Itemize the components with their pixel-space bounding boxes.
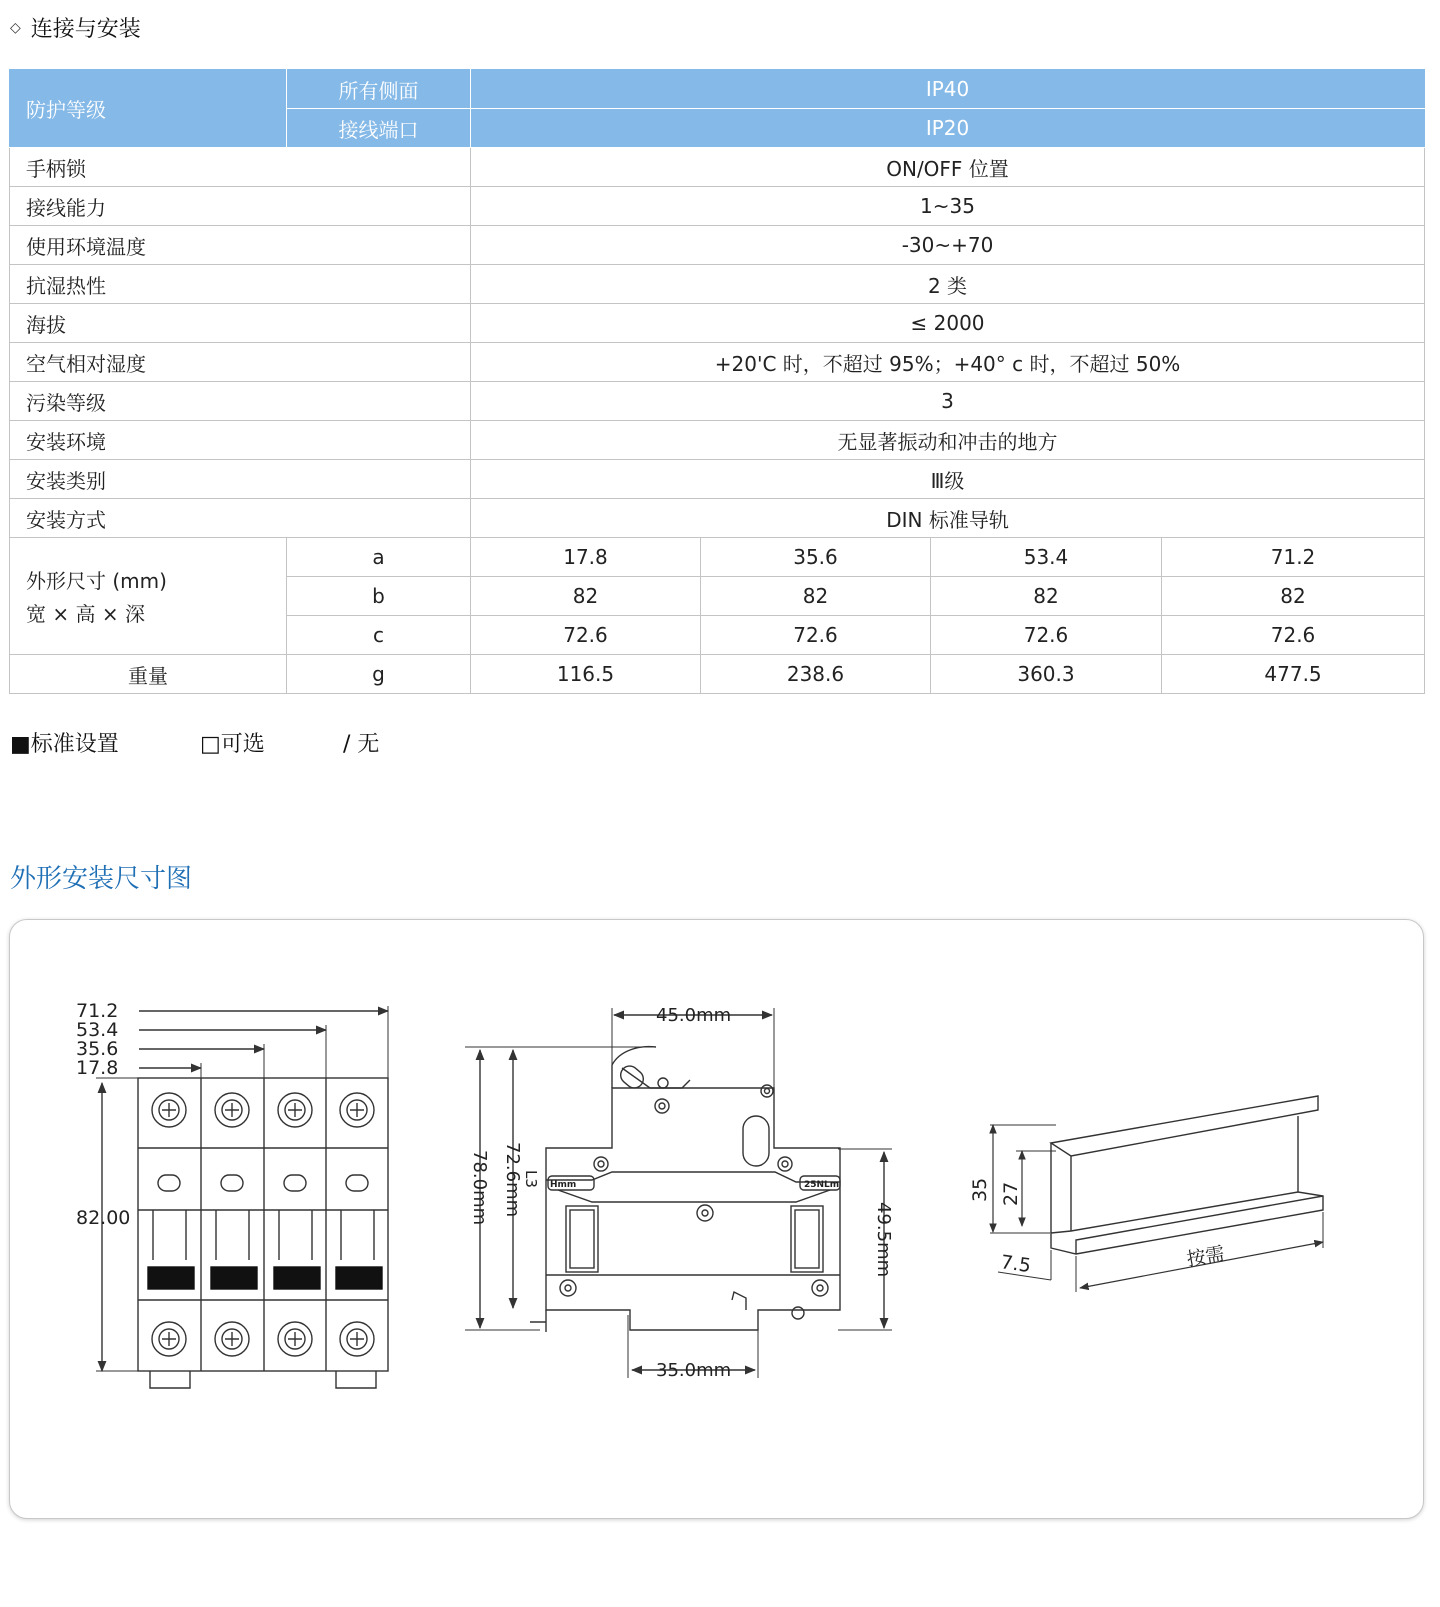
- dims-cell: 72.6: [1162, 616, 1425, 655]
- dims-cell: 82: [931, 577, 1162, 616]
- protection-sub-1: 所有侧面: [287, 70, 471, 109]
- front-width-71: 71.2: [76, 1000, 119, 1022]
- dims-cell: 53.4: [931, 538, 1162, 577]
- row-value: Ⅲ级: [471, 460, 1425, 499]
- weight-cell: 238.6: [701, 655, 931, 694]
- weight-label: 重量: [10, 655, 287, 694]
- din-rail: [990, 1096, 1323, 1292]
- side-terminal-label: L3: [522, 1170, 540, 1188]
- side-width-bottom: 35.0mm: [656, 1360, 732, 1381]
- front-width-53: 53.4: [76, 1019, 119, 1041]
- section-title: 连接与安装: [30, 17, 141, 42]
- row-value: ≤ 2000: [471, 304, 1425, 343]
- section-heading: [10, 12, 141, 43]
- dims-key: c: [287, 616, 471, 655]
- protection-row-1: [10, 70, 1425, 109]
- dims-label-line1: 外形尺寸 (mm): [26, 569, 167, 593]
- weight-row: [10, 655, 1425, 694]
- row-value: 无显著振动和冲击的地方: [471, 421, 1425, 460]
- row-value: ON/OFF 位置: [471, 148, 1425, 187]
- weight-key: g: [287, 655, 471, 694]
- dims-cell: 72.6: [471, 616, 701, 655]
- protection-value-1: IP40: [471, 70, 1425, 109]
- diamond-icon: ◇: [10, 19, 21, 36]
- dims-cell: 82: [1162, 577, 1425, 616]
- row-label: 安装方式: [10, 499, 471, 538]
- dims-cell: 72.6: [931, 616, 1162, 655]
- table-row: [10, 226, 1425, 265]
- table-row: [10, 421, 1425, 460]
- front-width-35: 35.6: [76, 1038, 119, 1060]
- row-value: -30~+70: [471, 226, 1425, 265]
- row-value: 2 类: [471, 265, 1425, 304]
- dims-cell: 72.6: [701, 616, 931, 655]
- weight-cell: 360.3: [931, 655, 1162, 694]
- row-label: 海拔: [10, 304, 471, 343]
- dimension-drawing: [10, 920, 1423, 1518]
- side-height-total: 78.0mm: [469, 1150, 490, 1226]
- row-label: 使用环境温度: [10, 226, 471, 265]
- table-row: [10, 187, 1425, 226]
- row-label: 抗湿热性: [10, 265, 471, 304]
- table-row: [10, 148, 1425, 187]
- legend-none: / 无: [343, 732, 380, 757]
- dims-label: [10, 538, 287, 655]
- row-value: 3: [471, 382, 1425, 421]
- front-view-labels: [76, 1000, 130, 1229]
- dims-key: b: [287, 577, 471, 616]
- row-label: 安装类别: [10, 460, 471, 499]
- side-left-tag: Hmm: [550, 1180, 577, 1190]
- dims-label-line2: 宽 × 高 × 深: [26, 602, 145, 626]
- row-value: DIN 标准导轨: [471, 499, 1425, 538]
- row-label: 污染等级: [10, 382, 471, 421]
- rail-lip: 7.5: [999, 1251, 1033, 1278]
- weight-cell: 477.5: [1162, 655, 1425, 694]
- protection-label: 防护等级: [10, 70, 287, 148]
- dims-key: a: [287, 538, 471, 577]
- dims-cell: 71.2: [1162, 538, 1425, 577]
- table-row: [10, 460, 1425, 499]
- front-height: 82.00: [76, 1207, 131, 1229]
- dims-cell: 35.6: [701, 538, 931, 577]
- side-view-labels: [469, 1005, 894, 1381]
- side-right-tag: 25NLm: [804, 1180, 840, 1190]
- spec-table: [9, 69, 1425, 694]
- weight-cell: 116.5: [471, 655, 701, 694]
- row-label: 接线能力: [10, 187, 471, 226]
- row-value: 1~35: [471, 187, 1425, 226]
- row-value: +20'C 时，不超过 95%；+40° c 时，不超过 50%: [471, 343, 1425, 382]
- side-height-depth: 72.6mm: [502, 1142, 523, 1218]
- dims-cell: 82: [701, 577, 931, 616]
- dims-cell: 17.8: [471, 538, 701, 577]
- table-row: [10, 382, 1425, 421]
- side-height-body: 49.5mm: [873, 1202, 894, 1278]
- table-row: [10, 265, 1425, 304]
- drawing-panel: [9, 919, 1424, 1519]
- table-row: [10, 304, 1425, 343]
- diagram-title: 外形安装尺寸图: [10, 864, 193, 894]
- rail-height: 35: [969, 1177, 991, 1202]
- front-width-17: 17.8: [76, 1057, 119, 1079]
- rail-inner: 27: [1000, 1181, 1022, 1206]
- legend-standard: ■标准设置: [10, 732, 119, 757]
- row-label: 安装环境: [10, 421, 471, 460]
- rail-length: 按需: [1185, 1242, 1227, 1271]
- row-label: 手柄锁: [10, 148, 471, 187]
- side-width-top: 45.0mm: [656, 1005, 732, 1026]
- dims-row-a: [10, 538, 1425, 577]
- protection-value-2: IP20: [471, 109, 1425, 148]
- dims-cell: 82: [471, 577, 701, 616]
- table-row: [10, 499, 1425, 538]
- table-row: [10, 343, 1425, 382]
- din-rail-labels: [969, 1178, 1226, 1277]
- row-label: 空气相对湿度: [10, 343, 471, 382]
- front-view: [96, 1006, 388, 1388]
- legend-optional: □可选: [200, 732, 265, 757]
- protection-sub-2: 接线端口: [287, 109, 471, 148]
- side-view: [465, 1008, 892, 1378]
